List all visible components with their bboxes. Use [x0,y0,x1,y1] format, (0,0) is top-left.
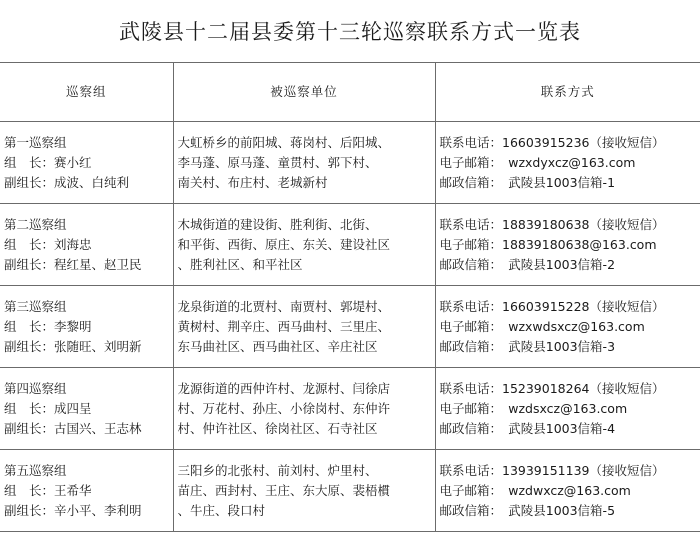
contact-phone: 联系电话：18839180638（接收短信） [439,216,665,232]
table-row [0,286,700,368]
group-cell [0,122,173,204]
units-line: 三阳乡的北张村、前刘村、炉里村、 [177,462,378,478]
units-line: 和平街、西街、原庄、东关、建设社区 [177,236,391,252]
units-cell [173,368,435,450]
units-cell [173,286,435,368]
units-line: 龙泉街道的北贾村、南贾村、郭堤村、 [177,298,391,314]
units-cell [173,450,435,532]
units-line: 大虹桥乡的前阳城、蒋岗村、后阳城、 [177,134,391,150]
contact-mailbox: 邮政信箱： 武陵县1003信箱-3 [439,338,616,354]
units-line: 村、仲许社区、徐岗社区、石寺社区 [177,420,378,436]
contact-phone: 联系电话：16603915228（接收短信） [439,298,665,314]
units-line: 龙源街道的西仲许村、龙源村、闫徐店 [177,380,391,396]
header-contact: 联系方式 [435,63,700,122]
contact-email: 电子邮箱： wzdsxcz@163.com [439,400,628,416]
table-row [0,122,700,204]
contact-email: 电子邮箱： wzdwxcz@163.com [439,482,631,498]
group-cell [0,450,173,532]
contact-phone: 联系电话：13939151139（接收短信） [439,462,665,478]
contact-mailbox: 邮政信箱： 武陵县1003信箱-1 [439,174,616,190]
contact-phone: 联系电话：16603915236（接收短信） [439,134,665,150]
units-line: 、牛庄、段口村 [177,502,266,518]
contact-cell [435,122,700,204]
group-cell [0,368,173,450]
contact-cell [435,286,700,368]
group-name: 第四巡察组 [4,380,67,396]
contact-table [0,62,700,532]
group-cell [0,286,173,368]
contact-email: 电子邮箱： wzxdyxcz@163.com [439,154,636,170]
contact-phone: 联系电话：15239018264（接收短信） [439,380,665,396]
table-header-row [0,63,700,122]
group-cell [0,204,173,286]
group-deputies: 副组长：成波、白纯利 [4,174,130,190]
group-name: 第一巡察组 [4,134,67,150]
contact-email: 电子邮箱：18839180638@163.com [439,236,657,252]
units-line: 东马曲社区、西马曲社区、辛庄社区 [177,338,378,354]
group-deputies: 副组长：程红星、赵卫民 [4,256,142,272]
contact-mailbox: 邮政信箱： 武陵县1003信箱-2 [439,256,616,272]
group-name: 第五巡察组 [4,462,67,478]
group-leader: 组 长：刘海忠 [4,236,92,252]
table-row [0,204,700,286]
group-deputies: 副组长：张随旺、刘明新 [4,338,142,354]
page-title: 武陵县十二届县委第十三轮巡察联系方式一览表 [119,20,581,44]
header-units: 被巡察单位 [173,63,435,122]
units-line: 村、万花村、孙庄、小徐岗村、东仲许 [177,400,391,416]
group-deputies: 副组长：辛小平、李利明 [4,502,142,518]
group-name: 第三巡察组 [4,298,67,314]
table-row [0,368,700,450]
units-cell [173,204,435,286]
table-row [0,450,700,532]
units-cell [173,122,435,204]
group-name: 第二巡察组 [4,216,67,232]
group-leader: 组 长：王希华 [4,482,92,498]
units-line: 苗庄、西封村、王庄、东大原、裴梧樌 [177,482,391,498]
group-leader: 组 长：赛小红 [4,154,92,170]
contact-cell [435,368,700,450]
group-leader: 组 长：成四呈 [4,400,92,416]
units-line: 木城街道的建设街、胜利街、北街、 [177,216,378,232]
contact-cell [435,204,700,286]
contact-mailbox: 邮政信箱： 武陵县1003信箱-5 [439,502,616,518]
group-deputies: 副组长：古国兴、王志林 [4,420,142,436]
contact-cell [435,450,700,532]
contact-email: 电子邮箱： wzxwdsxcz@163.com [439,318,645,334]
units-line: 南关村、布庄村、老城新村 [177,174,328,190]
units-line: 黄树村、荆辛庄、西马曲村、三里庄、 [177,318,391,334]
units-line: 李马蓬、原马蓬、童贯村、郭下村、 [177,154,378,170]
contact-mailbox: 邮政信箱： 武陵县1003信箱-4 [439,420,616,436]
units-line: 、胜利社区、和平社区 [177,256,303,272]
group-leader: 组 长：李黎明 [4,318,92,334]
header-group: 巡察组 [0,63,173,122]
